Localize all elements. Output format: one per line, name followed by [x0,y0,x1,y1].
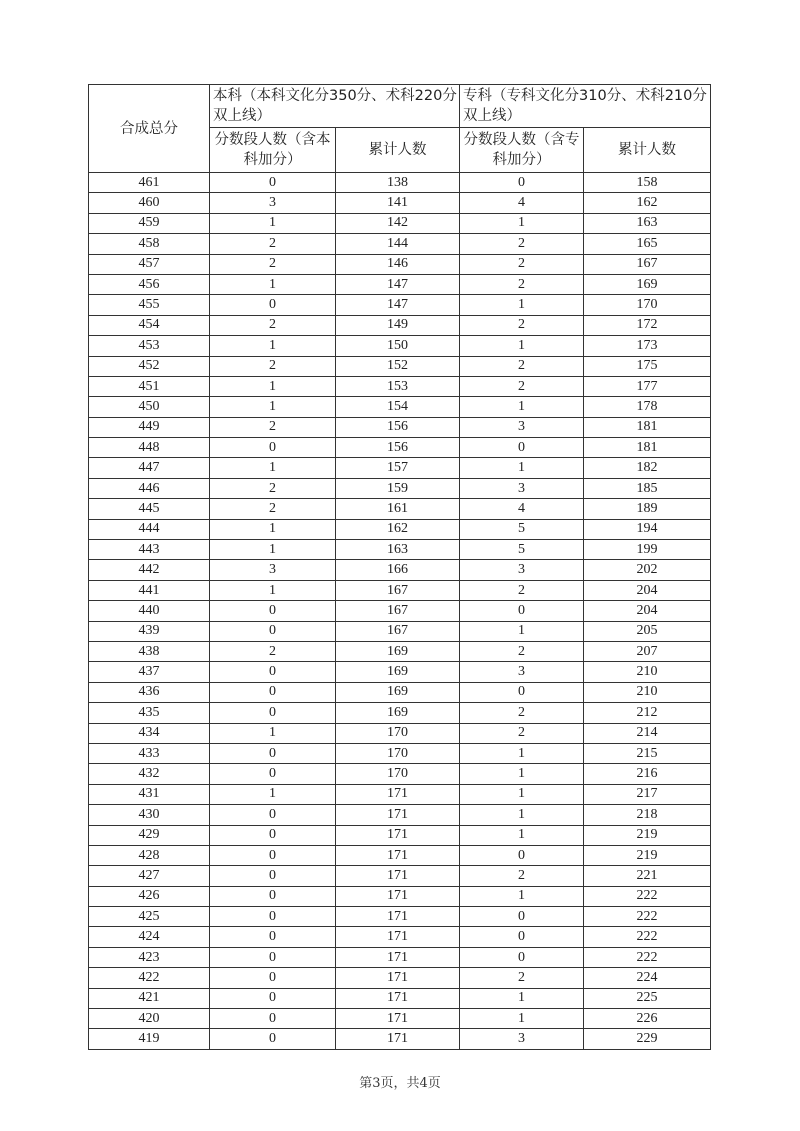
undergrad-cumulative-cell: 153 [336,376,460,396]
table-row [89,825,711,845]
junior-count-cell: 1 [460,458,584,478]
table-row [89,417,711,437]
table-row [89,580,711,600]
junior-cumulative-cell: 210 [584,662,711,682]
undergrad-cumulative-cell: 161 [336,499,460,519]
table-row [89,805,711,825]
table-body [89,173,711,1050]
total-score-cell: 437 [89,662,210,682]
table-row [89,886,711,906]
undergrad-cumulative-cell: 156 [336,438,460,458]
junior-count-cell: 0 [460,947,584,967]
undergrad-count-cell: 0 [210,1029,336,1049]
table-row [89,173,711,193]
total-score-cell: 422 [89,968,210,988]
junior-cumulative-cell: 229 [584,1029,711,1049]
junior-count-cell: 2 [460,254,584,274]
table-row [89,315,711,335]
table-row [89,1029,711,1049]
table-row [89,254,711,274]
junior-count-cell: 1 [460,805,584,825]
junior-count-cell: 4 [460,499,584,519]
undergrad-cumulative-cell: 171 [336,866,460,886]
junior-cumulative-cell: 167 [584,254,711,274]
total-score-cell: 425 [89,907,210,927]
undergrad-cumulative-cell: 152 [336,356,460,376]
total-score-cell: 446 [89,478,210,498]
total-score-cell: 459 [89,213,210,233]
total-score-cell: 451 [89,376,210,396]
undergrad-count-cell: 0 [210,743,336,763]
undergrad-count-cell: 0 [210,988,336,1008]
junior-cumulative-cell: 219 [584,825,711,845]
undergrad-cumulative-cell: 147 [336,295,460,315]
table-row [89,968,711,988]
junior-cumulative-cell: 181 [584,438,711,458]
total-score-cell: 449 [89,417,210,437]
junior-cumulative-cell: 194 [584,519,711,539]
undergrad-cumulative-cell: 154 [336,397,460,417]
junior-count-cell: 3 [460,560,584,580]
junior-cumulative-cell: 169 [584,274,711,294]
undergrad-count-cell: 0 [210,866,336,886]
junior-count-cell: 0 [460,845,584,865]
junior-cumulative-cell: 217 [584,784,711,804]
junior-cumulative-cell: 202 [584,560,711,580]
junior-count-cell: 2 [460,641,584,661]
undergrad-cumulative-cell: 171 [336,907,460,927]
junior-count-cell: 2 [460,356,584,376]
total-score-cell: 461 [89,173,210,193]
total-score-cell: 429 [89,825,210,845]
junior-cumulative-cell: 172 [584,315,711,335]
undergrad-count-cell: 0 [210,927,336,947]
junior-cumulative-cell: 182 [584,458,711,478]
junior-count-cell: 3 [460,478,584,498]
junior-cumulative-cell: 225 [584,988,711,1008]
undergrad-count-cell: 1 [210,723,336,743]
undergrad-count-cell: 1 [210,213,336,233]
junior-cumulative-cell: 175 [584,356,711,376]
junior-cumulative-cell: 204 [584,601,711,621]
junior-count-cell: 1 [460,886,584,906]
junior-cumulative-cell: 189 [584,499,711,519]
table-row [89,540,711,560]
total-score-cell: 439 [89,621,210,641]
undergrad-cumulative-cell: 170 [336,743,460,763]
junior-count-cell: 0 [460,682,584,702]
total-score-cell: 453 [89,336,210,356]
undergrad-cumulative-cell: 171 [336,988,460,1008]
undergrad-cumulative-cell: 170 [336,723,460,743]
table-row [89,478,711,498]
total-score-cell: 421 [89,988,210,1008]
junior-count-cell: 2 [460,315,584,335]
table-header [89,85,711,173]
junior-count-cell: 2 [460,703,584,723]
total-score-cell: 431 [89,784,210,804]
undergrad-cumulative-cell: 147 [336,274,460,294]
total-score-cell: 450 [89,397,210,417]
junior-count-cell: 2 [460,274,584,294]
junior-count-cell: 3 [460,1029,584,1049]
table-row [89,703,711,723]
undergrad-count-cell: 0 [210,295,336,315]
junior-cumulative-cell: 226 [584,1009,711,1029]
undergrad-count-cell: 0 [210,886,336,906]
table-row [89,845,711,865]
undergrad-count-cell: 1 [210,458,336,478]
table-row [89,947,711,967]
junior-count-cell: 1 [460,213,584,233]
junior-count-cell: 1 [460,295,584,315]
total-score-cell: 426 [89,886,210,906]
junior-count-cell: 0 [460,907,584,927]
undergrad-cumulative-cell: 169 [336,682,460,702]
table-row [89,193,711,213]
junior-count-cell: 2 [460,234,584,254]
table-row [89,397,711,417]
undergrad-cumulative-cell: 166 [336,560,460,580]
junior-count-cell: 1 [460,743,584,763]
table-row [89,641,711,661]
junior-cumulative-cell: 216 [584,764,711,784]
junior-cumulative-cell: 219 [584,845,711,865]
table-row [89,907,711,927]
junior-count-cell: 4 [460,193,584,213]
junior-cumulative-cell: 207 [584,641,711,661]
junior-cumulative-cell: 205 [584,621,711,641]
total-score-cell: 435 [89,703,210,723]
undergrad-cumulative-cell: 156 [336,417,460,437]
table-row [89,213,711,233]
undergrad-cumulative-cell: 141 [336,193,460,213]
undergrad-count-cell: 1 [210,519,336,539]
junior-cumulative-cell: 215 [584,743,711,763]
junior-cumulative-cell: 210 [584,682,711,702]
junior-count-cell: 2 [460,723,584,743]
undergrad-cumulative-cell: 171 [336,886,460,906]
junior-count-cell: 5 [460,540,584,560]
table-row [89,336,711,356]
undergrad-count-cell: 1 [210,397,336,417]
table-row [89,376,711,396]
table-row [89,519,711,539]
total-score-cell: 457 [89,254,210,274]
total-score-cell: 427 [89,866,210,886]
undergrad-count-cell: 0 [210,662,336,682]
junior-cumulative-cell: 185 [584,478,711,498]
table-row [89,723,711,743]
undergrad-count-cell: 3 [210,193,336,213]
total-score-cell: 458 [89,234,210,254]
total-score-cell: 434 [89,723,210,743]
table-row [89,499,711,519]
table-row [89,458,711,478]
undergrad-count-cell: 1 [210,580,336,600]
total-score-cell: 454 [89,315,210,335]
undergrad-cumulative-cell: 171 [336,927,460,947]
total-score-cell: 443 [89,540,210,560]
total-score-cell: 423 [89,947,210,967]
undergrad-cumulative-cell: 171 [336,1029,460,1049]
undergrad-count-cell: 2 [210,315,336,335]
table-row [89,927,711,947]
table-row [89,295,711,315]
undergrad-count-cell: 0 [210,947,336,967]
table-row [89,682,711,702]
undergrad-count-cell: 1 [210,274,336,294]
junior-cumulative-cell: 163 [584,213,711,233]
junior-count-cell: 0 [460,173,584,193]
junior-cumulative-cell: 224 [584,968,711,988]
undergrad-cumulative-cell: 169 [336,662,460,682]
total-score-cell: 419 [89,1029,210,1049]
junior-count-cell: 0 [460,927,584,947]
total-score-cell: 433 [89,743,210,763]
undergrad-count-cell: 1 [210,784,336,804]
total-score-cell: 442 [89,560,210,580]
total-score-cell: 447 [89,458,210,478]
table-row [89,784,711,804]
junior-cumulative-cell: 173 [584,336,711,356]
table-row [89,988,711,1008]
undergrad-count-cell: 1 [210,376,336,396]
undergrad-count-cell: 2 [210,499,336,519]
undergrad-count-cell: 0 [210,1009,336,1029]
table-row [89,621,711,641]
total-score-cell: 460 [89,193,210,213]
undergrad-count-header: 分数段人数（含本科加分） [210,128,336,173]
total-score-cell: 445 [89,499,210,519]
page-footer: 第3页，共4页 [359,1076,441,1091]
undergrad-cumulative-cell: 171 [336,1009,460,1029]
table-row [89,560,711,580]
undergrad-cumulative-cell: 162 [336,519,460,539]
undergrad-count-cell: 0 [210,621,336,641]
undergrad-cumulative-cell: 171 [336,845,460,865]
undergrad-count-cell: 0 [210,438,336,458]
undergrad-count-cell: 0 [210,825,336,845]
table-row [89,866,711,886]
junior-cumulative-cell: 170 [584,295,711,315]
total-score-cell: 440 [89,601,210,621]
table-row [89,662,711,682]
undergrad-cumulative-cell: 171 [336,947,460,967]
undergrad-cumulative-cell: 163 [336,540,460,560]
total-score-cell: 438 [89,641,210,661]
junior-count-cell: 0 [460,438,584,458]
undergrad-count-cell: 0 [210,703,336,723]
undergrad-cumulative-cell: 138 [336,173,460,193]
junior-count-cell: 1 [460,397,584,417]
junior-cumulative-cell: 177 [584,376,711,396]
junior-cumulative-cell: 162 [584,193,711,213]
junior-count-header: 分数段人数（含专科加分） [460,128,584,173]
junior-cumulative-cell: 222 [584,886,711,906]
junior-cumulative-cell: 221 [584,866,711,886]
table-row [89,234,711,254]
junior-cumulative-cell: 158 [584,173,711,193]
junior-count-cell: 3 [460,417,584,437]
total-score-cell: 424 [89,927,210,947]
undergrad-count-cell: 0 [210,764,336,784]
total-score-cell: 420 [89,1009,210,1029]
junior-cumulative-cell: 222 [584,947,711,967]
junior-count-cell: 1 [460,336,584,356]
junior-group-header: 专科（专科文化分310分、术科210分双上线） [460,85,711,128]
undergrad-count-cell: 0 [210,601,336,621]
junior-cumulative-header: 累计人数 [584,128,711,173]
junior-count-cell: 0 [460,601,584,621]
undergrad-cumulative-cell: 146 [336,254,460,274]
undergrad-cumulative-cell: 169 [336,703,460,723]
undergrad-count-cell: 0 [210,805,336,825]
junior-cumulative-cell: 181 [584,417,711,437]
junior-count-cell: 1 [460,621,584,641]
table-row [89,274,711,294]
undergrad-count-cell: 2 [210,234,336,254]
undergrad-count-cell: 0 [210,682,336,702]
undergrad-count-cell: 1 [210,540,336,560]
undergrad-count-cell: 2 [210,254,336,274]
table-row [89,356,711,376]
undergrad-cumulative-cell: 167 [336,601,460,621]
undergrad-cumulative-cell: 169 [336,641,460,661]
junior-count-cell: 1 [460,764,584,784]
junior-count-cell: 2 [460,866,584,886]
total-score-cell: 456 [89,274,210,294]
junior-cumulative-cell: 178 [584,397,711,417]
undergrad-count-cell: 2 [210,478,336,498]
junior-cumulative-cell: 218 [584,805,711,825]
table-row [89,438,711,458]
junior-count-cell: 3 [460,662,584,682]
undergrad-cumulative-cell: 144 [336,234,460,254]
junior-cumulative-cell: 222 [584,907,711,927]
undergrad-count-cell: 0 [210,968,336,988]
undergrad-cumulative-cell: 171 [336,825,460,845]
undergrad-cumulative-cell: 171 [336,968,460,988]
total-score-cell: 432 [89,764,210,784]
junior-count-cell: 2 [460,968,584,988]
junior-count-cell: 1 [460,1009,584,1029]
undergrad-count-cell: 0 [210,845,336,865]
undergrad-count-cell: 2 [210,356,336,376]
total-score-cell: 448 [89,438,210,458]
junior-cumulative-cell: 214 [584,723,711,743]
score-distribution-table [88,84,711,1050]
undergrad-cumulative-cell: 171 [336,784,460,804]
table-row [89,601,711,621]
total-score-header: 合成总分 [89,85,210,173]
junior-count-cell: 2 [460,580,584,600]
undergrad-cumulative-cell: 149 [336,315,460,335]
undergrad-count-cell: 3 [210,560,336,580]
table-row [89,1009,711,1029]
junior-count-cell: 1 [460,784,584,804]
total-score-cell: 441 [89,580,210,600]
undergrad-cumulative-cell: 167 [336,621,460,641]
undergrad-cumulative-cell: 171 [336,805,460,825]
total-score-cell: 452 [89,356,210,376]
undergrad-cumulative-cell: 157 [336,458,460,478]
total-score-cell: 428 [89,845,210,865]
undergrad-cumulative-cell: 150 [336,336,460,356]
table-row [89,743,711,763]
total-score-cell: 430 [89,805,210,825]
undergrad-cumulative-cell: 142 [336,213,460,233]
total-score-cell: 455 [89,295,210,315]
table-row [89,764,711,784]
junior-count-cell: 1 [460,988,584,1008]
total-score-cell: 444 [89,519,210,539]
undergrad-count-cell: 1 [210,336,336,356]
undergrad-count-cell: 2 [210,641,336,661]
undergrad-count-cell: 0 [210,173,336,193]
junior-cumulative-cell: 222 [584,927,711,947]
undergrad-count-cell: 0 [210,907,336,927]
junior-cumulative-cell: 212 [584,703,711,723]
junior-count-cell: 1 [460,825,584,845]
undergrad-count-cell: 2 [210,417,336,437]
total-score-cell: 436 [89,682,210,702]
junior-cumulative-cell: 199 [584,540,711,560]
undergrad-cumulative-cell: 170 [336,764,460,784]
junior-count-cell: 2 [460,376,584,396]
junior-cumulative-cell: 165 [584,234,711,254]
junior-count-cell: 5 [460,519,584,539]
undergrad-cumulative-cell: 167 [336,580,460,600]
undergrad-group-header: 本科（本科文化分350分、术科220分双上线） [210,85,460,128]
undergrad-cumulative-cell: 159 [336,478,460,498]
junior-cumulative-cell: 204 [584,580,711,600]
undergrad-cumulative-header: 累计人数 [336,128,460,173]
